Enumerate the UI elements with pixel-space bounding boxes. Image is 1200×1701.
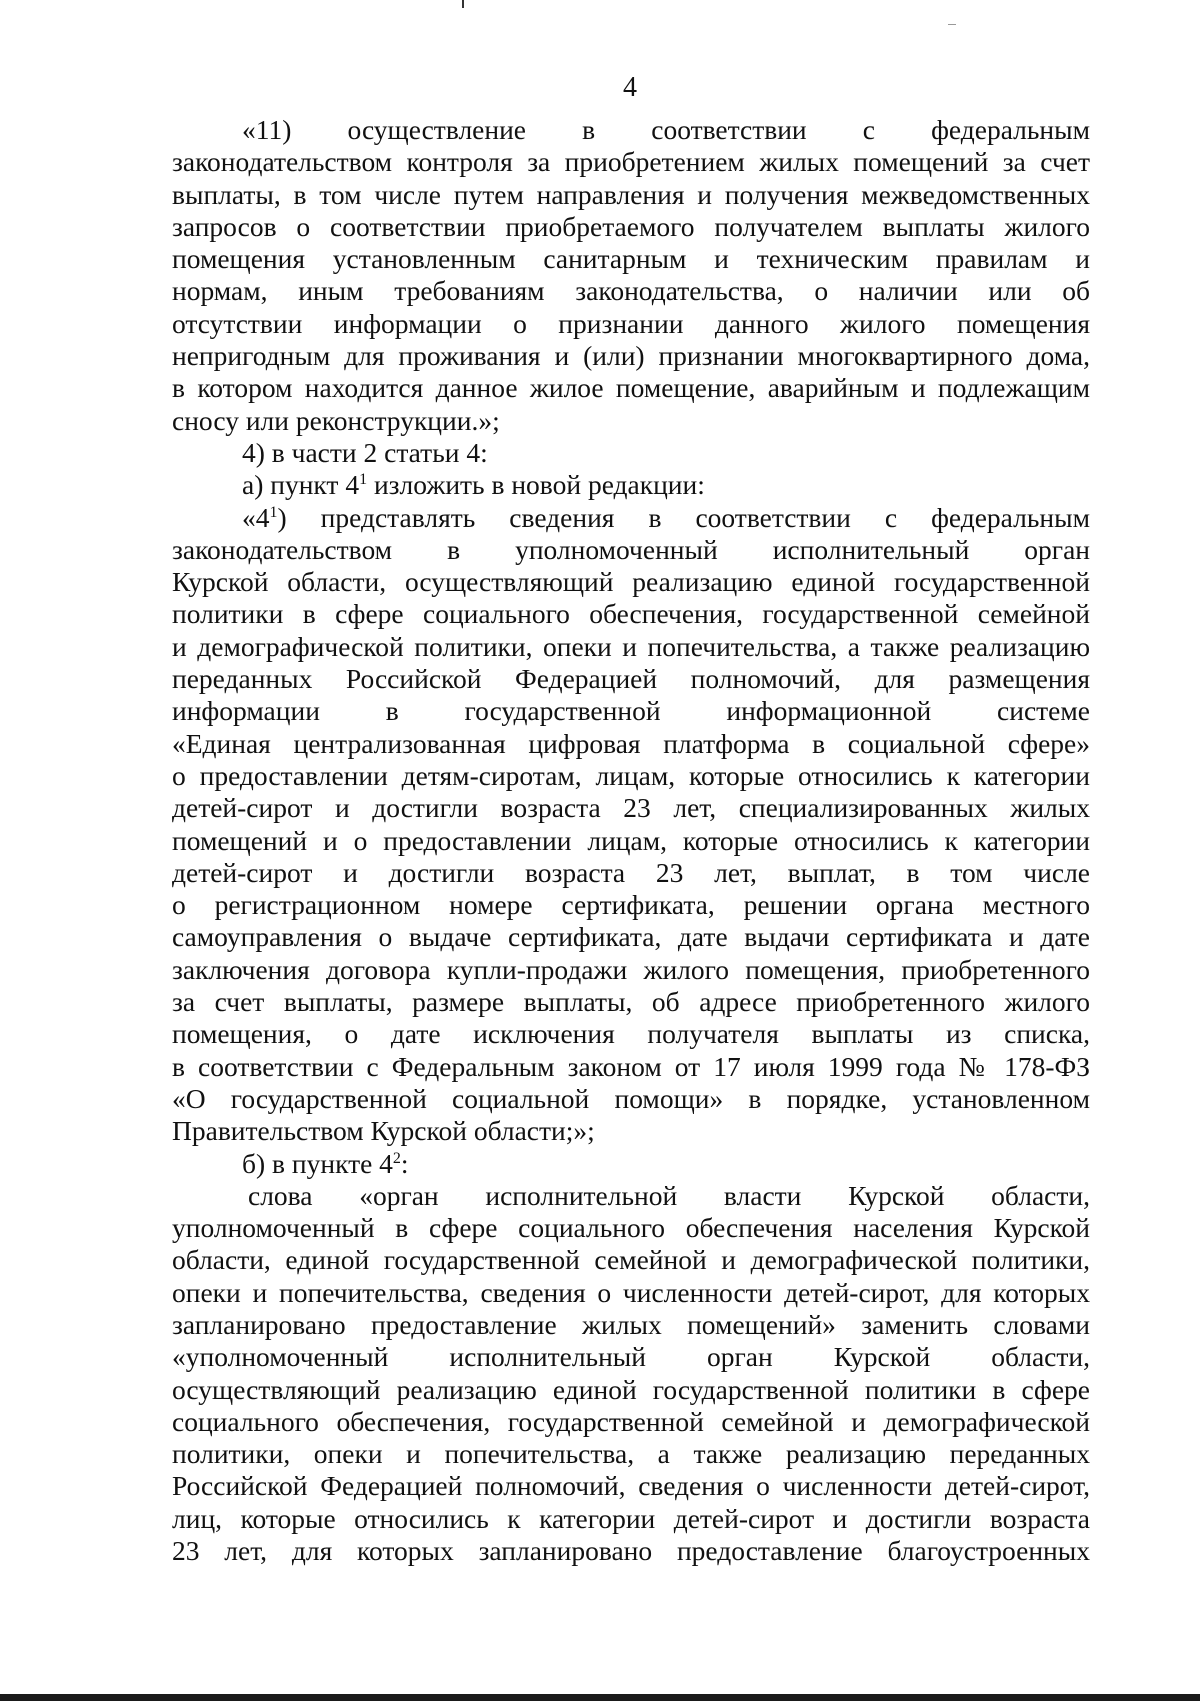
text-line: в котором находится данное жилое помещение, аварийным и подлежащим xyxy=(172,372,1090,404)
text-line: о регистрационном номере сертификата, решении органа местного xyxy=(172,889,1090,921)
text-line: опеки и попечительства, сведения о численности детей-сирот, для которых xyxy=(172,1276,1090,1308)
text-line: помещения, о дате исключения получателя выплаты из списка, xyxy=(172,1018,1090,1050)
text-line: самоуправления о выдаче сертификата, дате выдачи сертификата и дате xyxy=(172,921,1090,953)
text-line: сносу или реконструкции.»; xyxy=(172,404,500,436)
text-fragment: а) пункт 4 xyxy=(242,469,360,501)
text-fragment: б) в пункте 4 xyxy=(242,1147,393,1179)
text-line: выплаты, в том числе путем направления и получения межведомственных xyxy=(172,178,1090,210)
text-line: «11) осуществление в соответствии с федеральным xyxy=(242,114,1090,145)
text-line: политики в сфере социального обеспечения, государственной семейной xyxy=(172,598,1090,630)
text-line: о предоставлении детям-сиротам, лицам, которые относились к категории xyxy=(172,759,1090,791)
text-line: помещения установленным санитарным и техническим правилам и xyxy=(172,243,1090,275)
text-line: политики, опеки и попечительства, а также реализацию переданных xyxy=(172,1438,1090,1470)
document-body xyxy=(172,114,1090,1567)
scan-mark xyxy=(462,0,464,8)
text-line xyxy=(172,502,1090,534)
text-line: и демографической политики, опеки и попечительства, а также реализацию xyxy=(172,630,1090,662)
text-line: слова «орган исполнительной власти Курской области, xyxy=(248,1179,1090,1211)
text-line: непригодным для проживания и (или) признании многоквартирного дома, xyxy=(172,340,1090,372)
text-line xyxy=(172,1148,1090,1180)
text-fragment: «4 xyxy=(242,501,270,533)
text-line: в соответствии с Федеральным законом от 17 июля 1999 года № 178-ФЗ xyxy=(172,1050,1090,1082)
text-line: лиц, которые относились к категории детей-сирот и достигли возраста xyxy=(172,1502,1090,1534)
scan-bottom-edge xyxy=(0,1694,1200,1701)
text-line: детей-сирот и достигли возраста 23 лет, выплат, в том числе xyxy=(172,856,1090,888)
text-line: запланировано предоставление жилых помещений» заменить словами xyxy=(172,1308,1090,1340)
text-fragment: : xyxy=(400,1147,409,1179)
text-line: запросов о соответствии приобретаемого получателем выплаты жилого xyxy=(172,210,1090,242)
scan-mark xyxy=(948,24,956,25)
text-line: законодательством в уполномоченный исполнительный орган xyxy=(172,533,1090,565)
superscript: 1 xyxy=(359,471,368,489)
page-number: 4 xyxy=(623,72,637,103)
superscript: 1 xyxy=(269,503,278,521)
text-line: информации в государственной информационной системе xyxy=(172,695,1090,727)
text-line xyxy=(172,469,1090,501)
text-line: нормам, иным требованиям законодательства, о наличии или об xyxy=(172,275,1090,307)
text-line: «уполномоченный исполнительный орган Курской области, xyxy=(172,1341,1090,1373)
text-line: осуществляющий реализацию единой государственной политики в сфере xyxy=(172,1373,1090,1405)
superscript: 2 xyxy=(392,1149,401,1167)
text-line: социального обеспечения, государственной семейной и демографической xyxy=(172,1405,1090,1437)
text-line: «О государственной социальной помощи» в порядке, установленном xyxy=(172,1082,1090,1114)
text-line: Курской области, осуществляющий реализацию единой государственной xyxy=(172,566,1090,598)
text-line: отсутствии информации о признании данного жилого помещения xyxy=(172,307,1090,339)
text-line: законодательством контроля за приобретением жилых помещений за счет xyxy=(172,146,1090,178)
text-line: «Единая централизованная цифровая платформа в социальной сфере» xyxy=(172,727,1090,759)
text-fragment: ) представлять сведения в соответствии с федеральным xyxy=(277,501,1090,533)
text-line: Правительством Курской области;»; xyxy=(172,1115,595,1147)
text-line: заключения договора купли-продажи жилого помещения, приобретенного xyxy=(172,953,1090,985)
text-line: уполномоченный в сфере социального обеспечения населения Курской xyxy=(172,1212,1090,1244)
text-line: переданных Российской Федерацией полномочий, для размещения xyxy=(172,663,1090,695)
text-line: области, единой государственной семейной и демографической политики, xyxy=(172,1244,1090,1276)
text-line: Российской Федерацией полномочий, сведения о численности детей-сирот, xyxy=(172,1470,1090,1502)
text-line: помещений и о предоставлении лицам, которые относились к категории xyxy=(172,824,1090,856)
text-line: за счет выплаты, размере выплаты, об адресе приобретенного жилого xyxy=(172,986,1090,1018)
text-line: 4) в части 2 статьи 4: xyxy=(242,436,488,468)
text-fragment: изложить в новой редакции: xyxy=(373,469,705,501)
text-line: 23 лет, для которых запланировано предоставление благоустроенных xyxy=(172,1535,1090,1567)
text-line: детей-сирот и достигли возраста 23 лет, специализированных жилых xyxy=(172,792,1090,824)
